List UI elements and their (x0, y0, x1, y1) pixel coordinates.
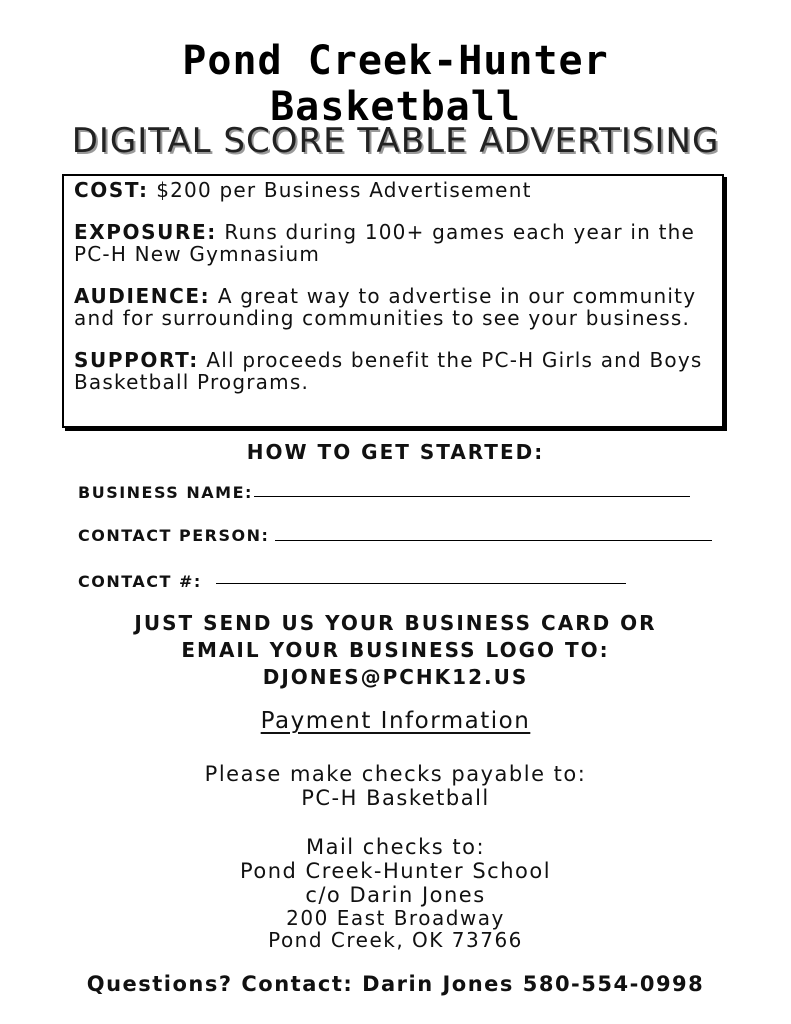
info-text: All proceeds benefit the PC-H Girls and Boys Basketball Programs. (74, 348, 703, 394)
info-text: Runs during 100+ games each year in the PC-H New Gymnasium (74, 220, 696, 266)
contact-number-label: CONTACT #: (78, 572, 202, 591)
info-text: $200 per Business Advertisement (156, 178, 532, 202)
address-line: Pond Creek-Hunter School (239, 859, 552, 883)
business-name-line[interactable] (254, 496, 690, 497)
checks-line-2: PC-H Basketball (301, 786, 490, 810)
send-instructions (0, 610, 791, 691)
info-exposure (74, 221, 712, 265)
title-line-1: Pond Creek-Hunter (182, 38, 609, 84)
contact-number-line[interactable] (216, 583, 626, 584)
questions-contact: Questions? Contact: Darin Jones 580-554-0998 (86, 972, 705, 996)
address-line: 200 East Broadway (286, 906, 505, 930)
mail-heading: Mail checks to: (305, 835, 486, 859)
page-subtitle: DIGITAL SCORE TABLE ADVERTISING (71, 121, 720, 161)
info-support (74, 349, 712, 393)
mail-address (0, 835, 791, 951)
info-label: COST: (74, 178, 149, 202)
page-title (0, 38, 791, 130)
business-name-label: BUSINESS NAME: (78, 483, 253, 502)
payment-heading: Payment Information (260, 708, 531, 734)
send-line-1: JUST SEND US YOUR BUSINESS CARD OR (134, 611, 657, 635)
checks-payable (0, 762, 791, 810)
address-line: c/o Darin Jones (305, 883, 486, 907)
info-label: EXPOSURE: (74, 220, 217, 244)
info-cost (74, 179, 712, 201)
contact-email: DJONES@PCHK12.US (262, 665, 529, 689)
contact-person-line[interactable] (275, 540, 712, 541)
info-text: A great way to advertise in our community and for surrounding communities to see your business. (74, 284, 697, 330)
send-line-2: EMAIL YOUR BUSINESS LOGO TO: (181, 638, 610, 662)
info-box (62, 174, 724, 428)
contact-person-label: CONTACT PERSON: (78, 526, 270, 545)
get-started-heading: HOW TO GET STARTED: (246, 440, 545, 464)
address-line: Pond Creek, OK 73766 (268, 928, 523, 952)
info-label: AUDIENCE: (74, 284, 211, 308)
title-line-2: Basketball (270, 84, 521, 130)
info-audience (74, 285, 712, 329)
info-label: SUPPORT: (74, 348, 199, 372)
checks-line-1: Please make checks payable to: (204, 762, 587, 786)
